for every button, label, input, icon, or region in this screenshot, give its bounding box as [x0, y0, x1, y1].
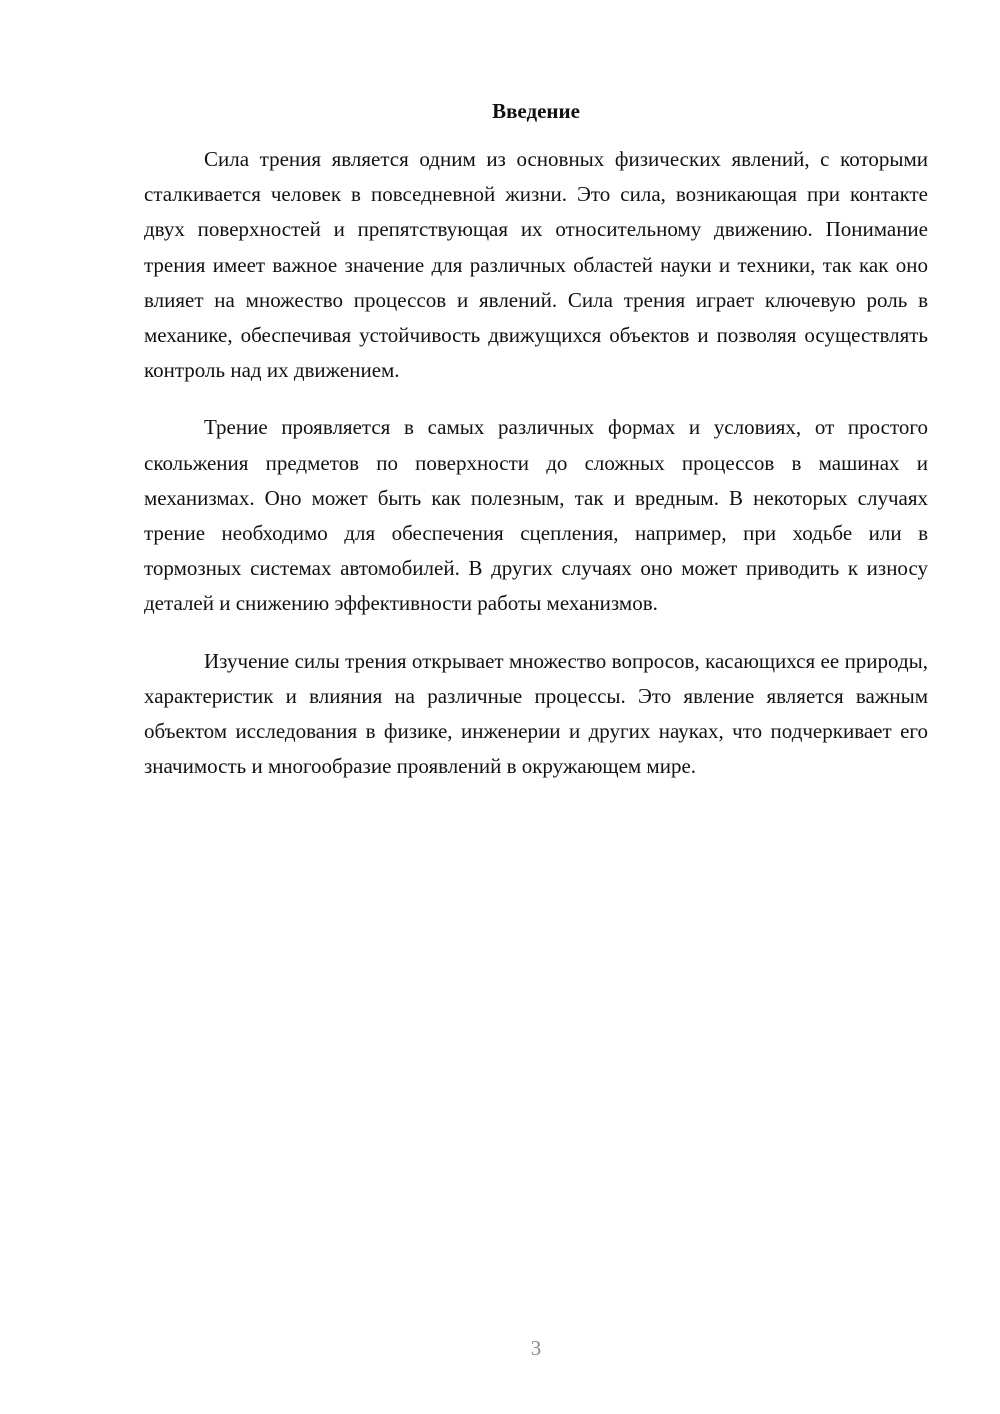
paragraph-1: Сила трения является одним из основных физических явлений, с которыми сталкивается человек в повседневной жизни. Это сила, возникающая при контакте двух поверхностей и препятствующая их относительному движению. Понимание трения имеет важное значение для различных областей науки и техники, так как оно влияет на множество процессов и явлений. Сила трения играет ключевую роль в механике, обеспечивая устойчивость движущихся объектов и позволяя осуществлять контроль над их движением.	[144, 147, 928, 383]
paragraph-3: Изучение силы трения открывает множество вопросов, касающихся ее природы, характеристик и влияния на различные процессы. Это явление является важным объектом исследования в физике, инженерии и других науках, что подчеркивает его значимость и многообразие проявлений в окружающем мире.	[144, 648, 928, 779]
paragraph-2: Трение проявляется в самых различных формах и условиях, от простого скольжения предметов по поверхности до сложных процессов в машинах и механизмах. Оно может быть как полезным, так и вредным. В некоторых случаях трение необходимо для обеспечения сцепления, например, при ходьбе или в тормозных системах автомобилей. В других случаях оно может приводить к износу деталей и снижению эффективности работы механизмов.	[144, 415, 928, 616]
page-title: Введение	[492, 99, 580, 123]
page-number: 3	[530, 1336, 542, 1360]
body-text	[144, 142, 928, 806]
